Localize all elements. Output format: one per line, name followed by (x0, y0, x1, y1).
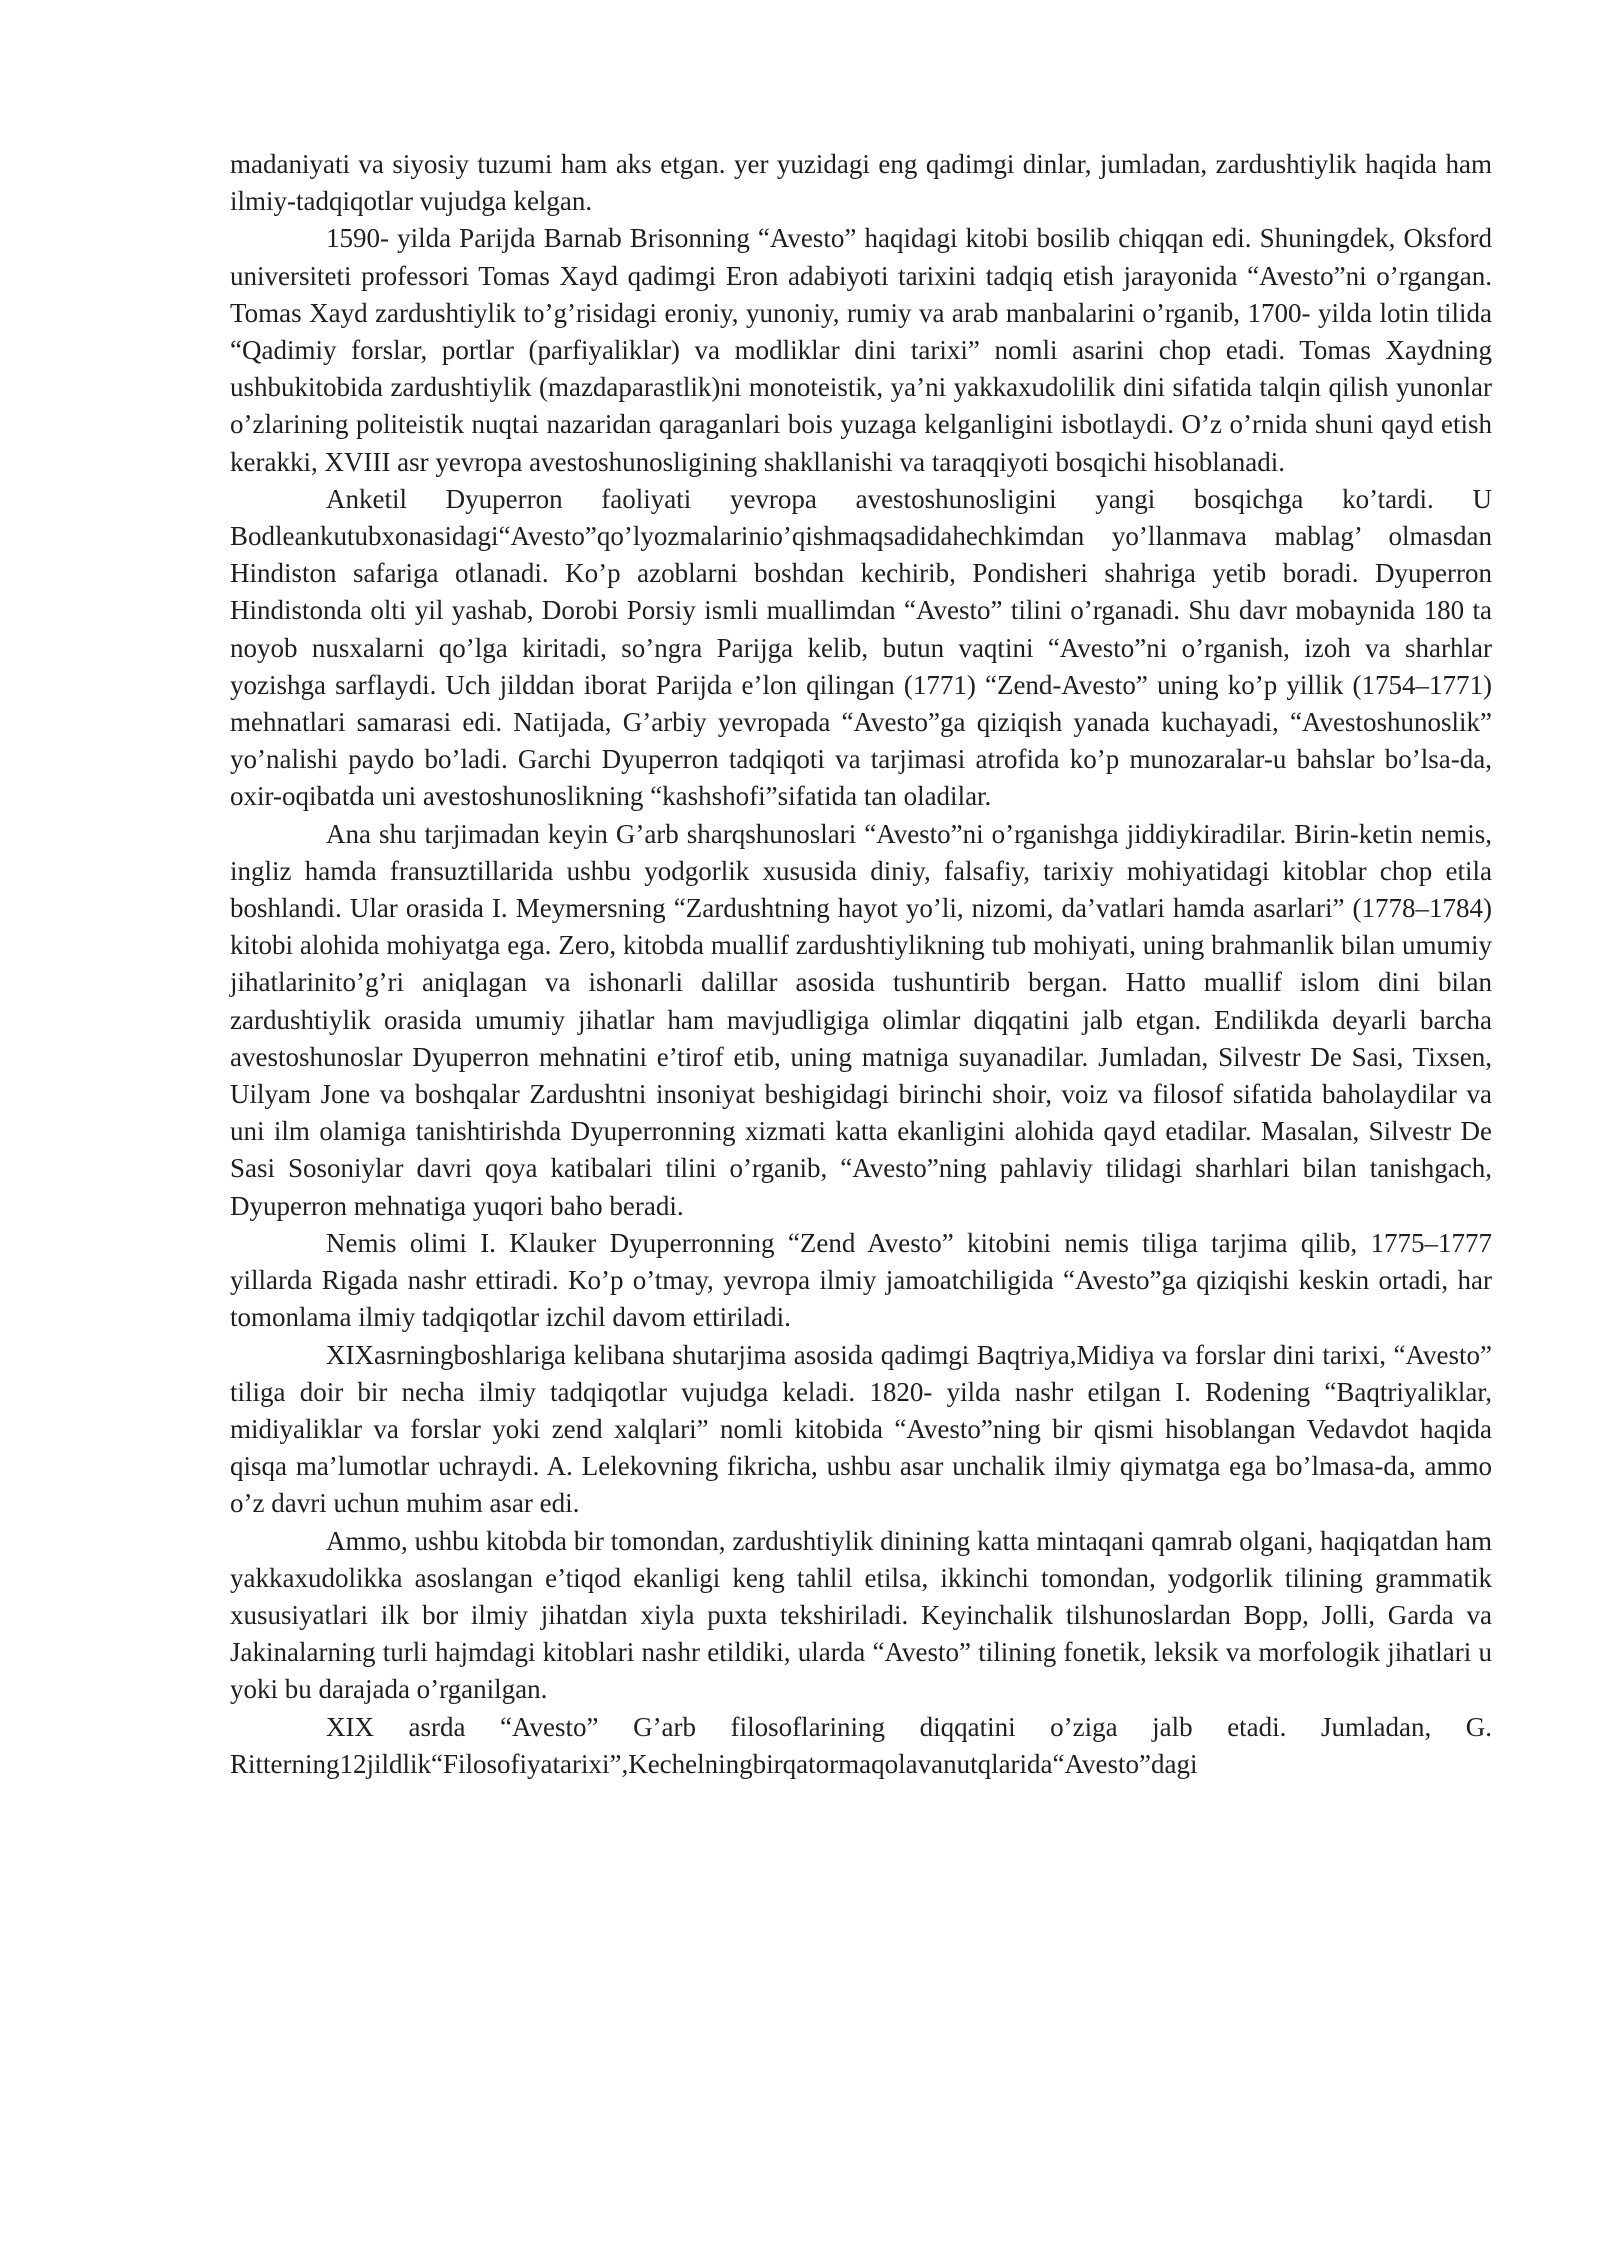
paragraph-1: madaniyati va siyosiy tuzumi ham aks etgan. yer yuzidagi eng qadimgi dinlar, jumladan, zardushtiylik haqida ham ilmiy-tadqiqotlar vujudga kelgan. (230, 149, 1492, 217)
document-page (230, 146, 1492, 1783)
paragraph-2: 1590- yilda Parijda Barnab Brisonning “Avesto” haqidagi kitobi bosilib chiqqan edi. Shuningdek, Oksford universiteti professori Tomas Xayd qadimgi Eron adabiyoti tarixini tadqiq etish jarayonida “Avesto”ni o’rgangan. Tomas Xayd zardushtiylik to’g’risidagi eroniy, yunoniy, rumiy va arab manbalarini o’rganib, 1700- yilda lotin tilida “Qadimiy forslar, portlar (parfiyaliklar) va modliklar dini tarixi” nomli asarini chop etadi. Tomas Xaydning ushbukitobida zardushtiylik (mazdaparastlik)ni monoteistik, ya’ni yakkaxudolilik dini sifatida talqin qilish yunonlar o’zlarining politeistik nuqtai nazaridan qaraganlari bois yuzaga kelganligini isbotlaydi. O’z o’rnida shuni qayd etish kerakki, XVIII asr yevropa avestoshunosligining shakllanishi va taraqqiyoti bosqichi hisoblanadi. (230, 223, 1492, 477)
paragraph-7: Ammo, ushbu kitobda bir tomondan, zardushtiylik dinining katta mintaqani qamrab olgani, haqiqatdan ham yakkaxudolikka asoslangan e’tiqod ekanligi keng tahlil etilsa, ikkinchi tomondan, yodgorlik tilining grammatik xususiyatlari ilk bor ilmiy jihatdan xiyla puxta tekshiriladi. Keyinchalik tilshunoslardan Bopp, Jolli, Garda va Jakinalarning turli hajmdagi kitoblari nashr etildiki, ularda “Avesto” tilining fonetik, leksik va morfologik jihatlari u yoki bu darajada o’rganilgan. (230, 1525, 1492, 1705)
paragraph-4: Ana shu tarjimadan keyin G’arb sharqshunoslari “Avesto”ni o’rganishga jiddiykiradilar. Birin-ketin nemis, ingliz hamda fransuztillarida ushbu yodgorlik xususida diniy, falsafiy, tarixiy mohiyatidagi kitoblar chop etila boshlandi. Ular orasida I. Meymersning “Zardushtning hayot yo’li, nizomi, da’vatlari hamda asarlari” (1778–1784) kitobi alohida mohiyatga ega. Zero, kitobda muallif zardushtiylikning tub mohiyati, uning brahmanlik bilan umumiy jihatlarinito’g’ri aniqlagan va ishonarli dalillar asosida tushuntirib bergan. Hatto muallif islom dini bilan zardushtiylik orasida umumiy jihatlar ham mavjudligiga olimlar diqqatini jalb etgan. Endilikda deyarli barcha avestoshunoslar Dyuperron mehnatini e’tirof etib, uning matniga suyanadilar. Jumladan, Silvestr De Sasi, Tixsen, Uilyam Jone va boshqalar Zardushtni insoniyat beshigidagi birinchi shoir, voiz va filosof sifatida baholaydilar va uni ilm olamiga tanishtirishda Dyuperronning xizmati katta ekanligini alohida qayd etadilar. Masalan, Silvestr De Sasi Sosoniylar davri qoya katibalari tilini o’rganib, “Avesto”ning pahlaviy tilidagi sharhlari bilan tanishgach, Dyuperron mehnatiga yuqori baho beradi. (230, 818, 1492, 1221)
paragraph-8: XIX asrda “Avesto” G’arb filosoflarining diqqatini o’ziga jalb etadi. Jumladan, G. Ritterning12jildlik“Filosofiyatarixi”,Kechelningbirqatormaqolavanutqlarida“Avesto”dagi (230, 1711, 1492, 1779)
paragraph-3: Anketil Dyuperron faoliyati yevropa avestoshunosligini yangi bosqichga ko’tardi. U Bodleankutubxonasidagi“Avesto”qo’lyozmalarinio’qishmaqsadidahechkimdan yo’llanmava mablag’ olmasdan Hindiston safariga otlanadi. Ko’p azoblarni boshdan kechirib, Pondisheri shahriga yetib boradi. Dyuperron Hindistonda olti yil yashab, Dorobi Porsiy ismli muallimdan “Avesto” tilini o’rganadi. Shu davr mobaynida 180 ta noyob nusxalarni qo’lga kiritadi, so’ngra Parijga kelib, butun vaqtini “Avesto”ni o’rganish, izoh va sharhlar yozishga sarflaydi. Uch jilddan iborat Parijda e’lon qilingan (1771) “Zend-Avesto” uning ko’p yillik (1754–1771) mehnatlari samarasi edi. Natijada, G’arbiy yevropada “Avesto”ga qiziqish yanada kuchayadi, “Avestoshunoslik” yo’nalishi paydo bo’ladi. Garchi Dyuperron tadqiqoti va tarjimasi atrofida ko’p munozaralar-u bahslar bo’lsa-da, oxir-oqibatda uni avestoshunoslikning “kashshofi”sifatida tan oladilar. (230, 483, 1492, 812)
paragraph-5: Nemis olimi I. Klauker Dyuperronning “Zend Avesto” kitobini nemis tiliga tarjima qilib, 1775–1777 yillarda Rigada nashr ettiradi. Ko’p o’tmay, yevropa ilmiy jamoatchiligida “Avesto”ga qiziqishi keskin ortadi, har tomonlama ilmiy tadqiqotlar izchil davom ettiriladi. (230, 1227, 1492, 1333)
paragraph-6: XIXasrningboshlariga kelibana shutarjima asosida qadimgi Baqtriya,Midiya va forslar dini tarixi, “Avesto” tiliga doir bir necha ilmiy tadqiqotlar vujudga keladi. 1820- yilda nashr etilgan I. Rodening “Baqtriyaliklar, midiyaliklar va forslar yoki zend xalqlari” nomli kitobida “Avesto”ning bir qismi hisoblangan Vedavdot haqida qisqa ma’lumotlar uchraydi. A. Lelekovning fikricha, ushbu asar unchalik ilmiy qiymatga ega bo’lmasa-da, ammo o’z davri uchun muhim asar edi. (230, 1339, 1492, 1519)
